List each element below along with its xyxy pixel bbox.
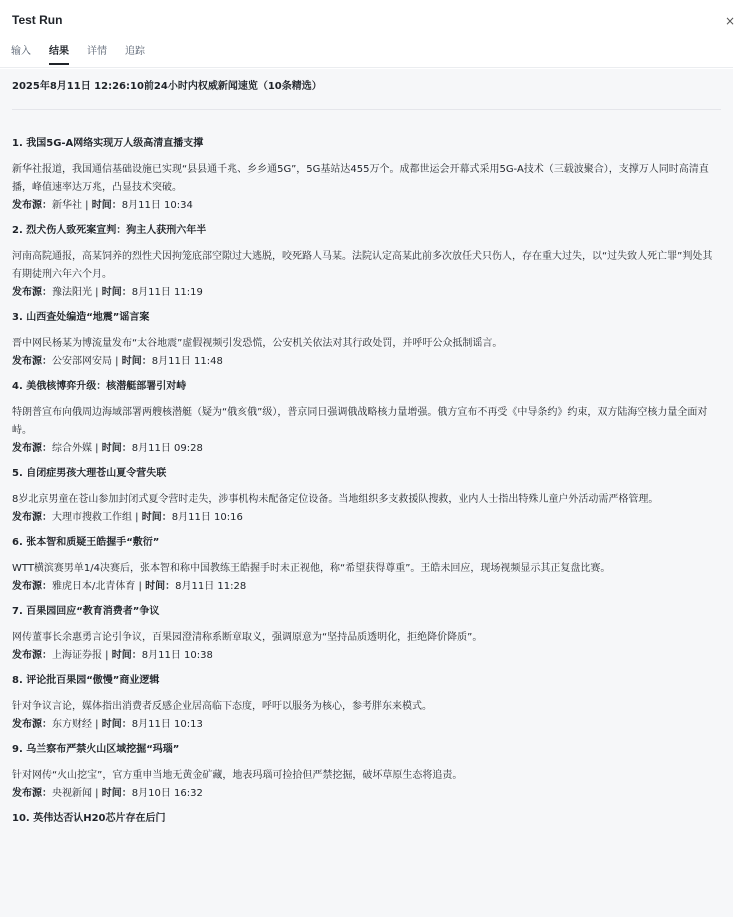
- news-item: [12, 467, 720, 527]
- time-label: 时间：: [111, 650, 142, 661]
- source-label: 发布源：: [12, 788, 52, 799]
- tab-bar: [11, 42, 145, 65]
- news-item-meta: [12, 785, 720, 803]
- news-item-title: 7. 百果园回应“教育消费者”争议: [12, 606, 160, 617]
- news-item: [12, 311, 720, 371]
- time-value: 8月11日 11:19: [131, 287, 203, 298]
- source-label: 发布源：: [12, 650, 52, 661]
- news-item-title: 1. 我国5G-A网络实现万人级高清直播支撑: [12, 138, 204, 149]
- tab-result[interactable]: 结果: [49, 42, 69, 65]
- news-item: [12, 380, 720, 458]
- source-value: 公安部网安局: [52, 356, 112, 367]
- news-item-body: 网传董事长余惠勇言论引争议，百果园澄清称系断章取义，强调原意为“坚持品质透明化，拒绝降价降质”。: [12, 632, 483, 643]
- tab-input[interactable]: 输入: [11, 46, 31, 57]
- news-item-title: 6. 张本智和质疑王皓握手“敷衍”: [12, 537, 160, 548]
- source-label: 发布源：: [12, 287, 52, 298]
- time-label: 时间：: [141, 512, 172, 523]
- time-value: 8月11日 10:38: [141, 650, 213, 661]
- news-item: [12, 674, 720, 734]
- news-item: [12, 224, 720, 302]
- source-value: 雅虎日本/北青体育: [52, 581, 136, 592]
- news-item: [12, 812, 720, 826]
- time-label: 时间：: [101, 287, 132, 298]
- news-item-title: 2. 烈犬伤人致死案宣判：狗主人获刑六年半: [12, 225, 207, 236]
- source-value: 央视新闻: [52, 788, 92, 799]
- news-item-body: 针对网传“火山挖宝”，官方重申当地无黄金矿藏，地表玛瑙可捡拾但严禁挖掘，破坏草原生态将追责。: [12, 770, 463, 781]
- source-value: 上海证券报: [52, 650, 102, 661]
- news-item-title: 3. 山西查处编造“地震”谣言案: [12, 312, 150, 323]
- news-item-title: 4. 美俄核博弈升级：核潜艇部署引对峙: [12, 381, 187, 392]
- meta-separator: |: [135, 581, 146, 592]
- news-item-body: 针对争议言论，媒体指出消费者反感企业居高临下态度，呼吁以服务为核心，参考胖东来模式。: [12, 701, 432, 712]
- news-item-title: 8. 评论批百果园“傲慢”商业逻辑: [12, 675, 160, 686]
- news-item: [12, 743, 720, 803]
- source-label: 发布源：: [12, 512, 52, 523]
- news-item-body: WTT横滨赛男单1/4决赛后，张本智和称中国教练王皓握手时未正视他，称“希望获得尊重”。王皓未回应，现场视频显示其正复盘比赛。: [12, 563, 611, 574]
- source-value: 综合外媒: [52, 443, 92, 454]
- tab-details[interactable]: 详情: [87, 46, 107, 57]
- time-value: 8月11日 10:13: [131, 719, 203, 730]
- time-value: 8月11日 11:48: [151, 356, 223, 367]
- meta-separator: |: [82, 200, 92, 211]
- news-item-body: 特朗普宣布向俄周边海域部署两艘核潜艇（疑为“俄亥俄”级），普京同日强调俄战略核力量增强。俄方宣布不再受《中导条约》约束，双方陆海空核力量全面对峙。: [12, 407, 708, 436]
- meta-separator: |: [92, 443, 102, 454]
- news-item-meta: [12, 509, 720, 527]
- time-label: 时间：: [145, 581, 176, 592]
- news-item-meta: [12, 197, 720, 215]
- news-item: [12, 137, 720, 215]
- news-item-title: 9. 乌兰察布严禁火山区域挖掘“玛瑙”: [12, 744, 180, 755]
- result-content[interactable]: [0, 69, 733, 917]
- time-value: 8月10日 16:32: [131, 788, 203, 799]
- time-label: 时间：: [101, 788, 132, 799]
- news-item-meta: [12, 440, 720, 458]
- news-item-meta: [12, 353, 720, 371]
- source-value: 大理市搜救工作组: [52, 512, 132, 523]
- source-label: 发布源：: [12, 356, 52, 367]
- meta-separator: |: [112, 356, 122, 367]
- news-item-meta: [12, 647, 720, 665]
- time-value: 8月11日 10:34: [121, 200, 193, 211]
- meta-separator: |: [92, 719, 102, 730]
- panel-title: Test Run: [12, 13, 63, 27]
- news-item-body: 8岁北京男童在苍山参加封闭式夏令营时走失，涉事机构未配备定位设备。当地组织多支救援队搜救，业内人士指出特殊儿童户外活动需严格管理。: [12, 494, 659, 505]
- tab-trace[interactable]: 追踪: [125, 46, 145, 57]
- source-label: 发布源：: [12, 719, 52, 730]
- news-item: [12, 536, 720, 596]
- divider: [12, 109, 721, 110]
- news-item-meta: [12, 284, 720, 302]
- source-value: 东方财经: [52, 719, 92, 730]
- news-item-body: 晋中网民杨某为博流量发布“太谷地震”虚假视频引发恐慌，公安机关依法对其行政处罚，并呼吁公众抵制谣言。: [12, 338, 503, 349]
- news-item-meta: [12, 578, 720, 596]
- news-item-body: 河南高院通报，高某饲养的烈性犬因拘笼底部空隙过大逃脱，咬死路人马某。法院认定高某此前多次放任犬只伤人，存在重大过失，以“过失致人死亡罪”判处其有期徒刑六年六个月。: [12, 251, 713, 280]
- panel-header: [0, 0, 733, 68]
- news-item-title: 5. 自闭症男孩大理苍山夏令营失联: [12, 468, 167, 479]
- news-item: [12, 605, 720, 665]
- meta-separator: |: [92, 287, 102, 298]
- time-value: 8月11日 09:28: [131, 443, 203, 454]
- source-value: 豫法阳光: [52, 287, 92, 298]
- source-label: 发布源：: [12, 200, 52, 211]
- news-item-body: 新华社报道，我国通信基础设施已实现“县县通千兆、乡乡通5G”，5G基站达455万个。成都世运会开幕式采用5G-A技术（三载波聚合），支撑万人同时高清直播，峰值速率达万兆，凸显技术突破。: [12, 164, 709, 193]
- result-heading: 2025年8月11日 12:26:10前24小时内权威新闻速览（10条精选）: [12, 81, 322, 92]
- time-label: 时间：: [121, 356, 152, 367]
- meta-separator: |: [92, 788, 102, 799]
- source-label: 发布源：: [12, 443, 52, 454]
- time-label: 时间：: [101, 719, 132, 730]
- news-item-meta: [12, 716, 720, 734]
- news-list: [12, 137, 720, 836]
- time-value: 8月11日 11:28: [175, 581, 247, 592]
- time-label: 时间：: [101, 443, 132, 454]
- source-value: 新华社: [52, 200, 82, 211]
- meta-separator: |: [132, 512, 142, 523]
- time-label: 时间：: [91, 200, 122, 211]
- close-icon[interactable]: ×: [724, 14, 735, 28]
- meta-separator: |: [102, 650, 112, 661]
- news-item-title: 10. 英伟达否认H20芯片存在后门: [12, 813, 166, 824]
- time-value: 8月11日 10:16: [171, 512, 243, 523]
- source-label: 发布源：: [12, 581, 52, 592]
